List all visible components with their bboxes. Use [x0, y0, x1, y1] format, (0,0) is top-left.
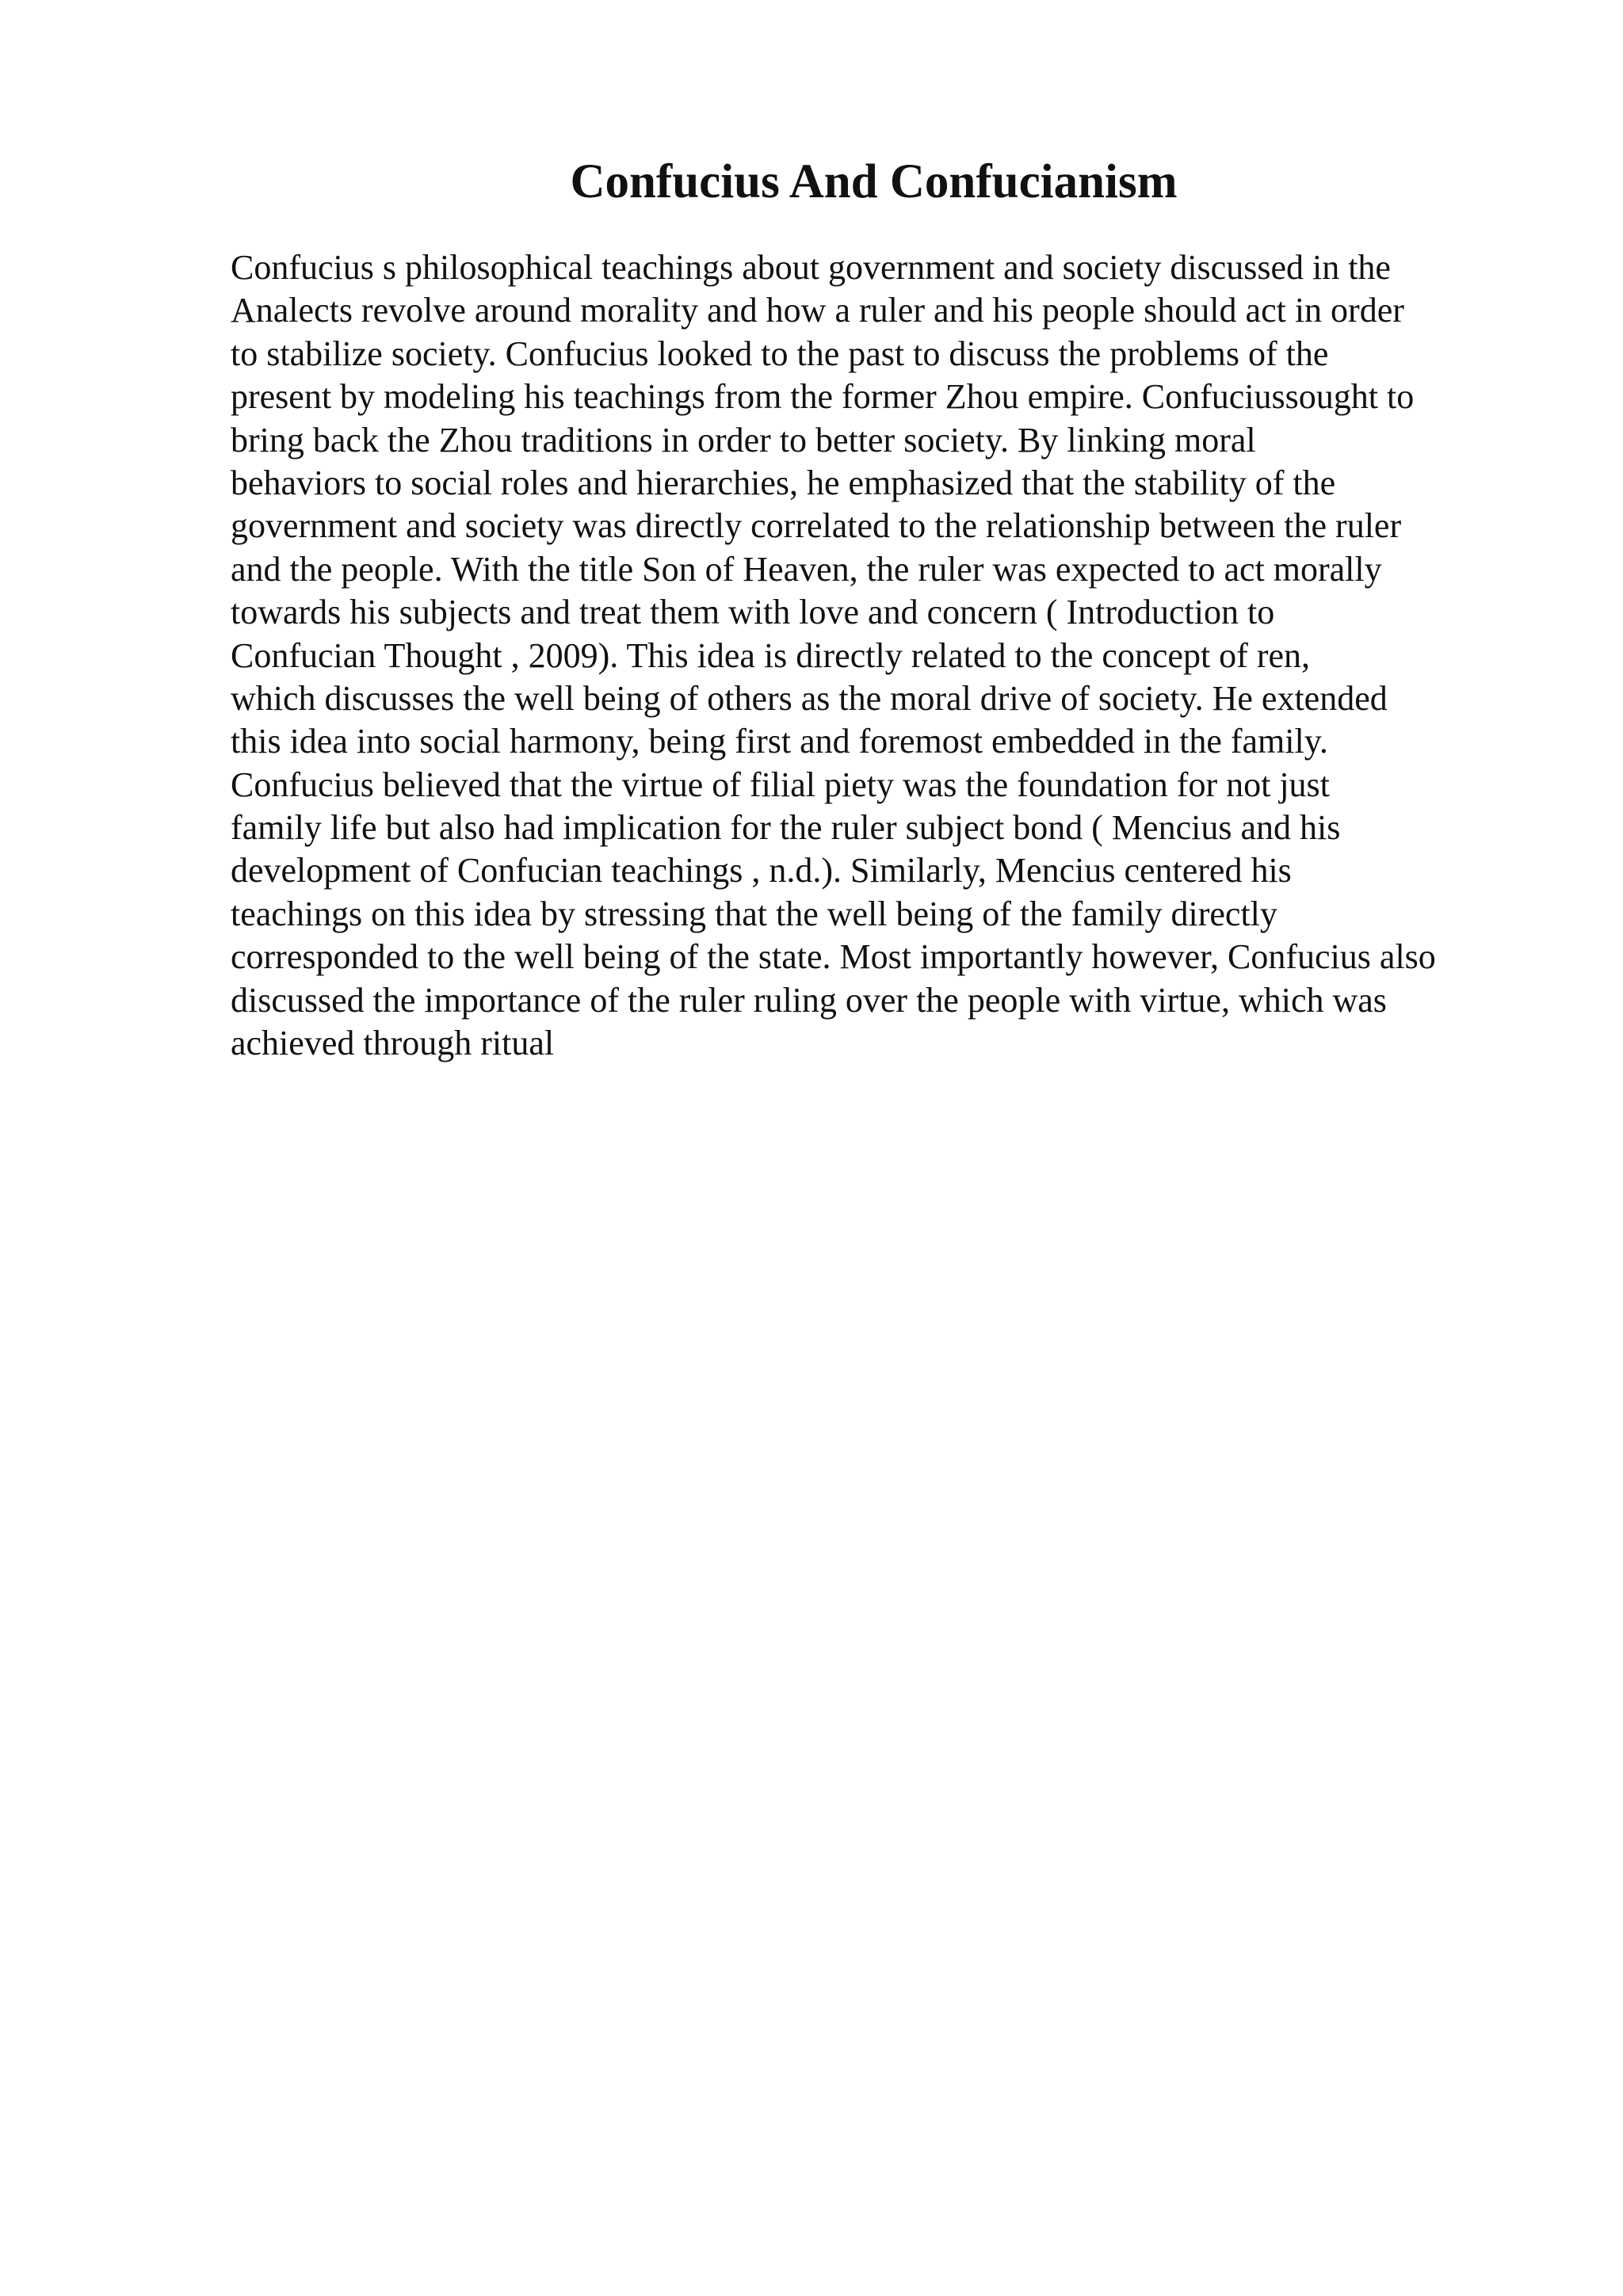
body-line: family life but also had implication for the ruler subject bond ( Mencius and his	[231, 808, 1341, 848]
body-line: which discusses the well being of others as the moral drive of society. He extended	[231, 678, 1388, 718]
body-line: towards his subjects and treat them with love and concern ( Introduction to	[231, 593, 1275, 632]
body-line: behaviors to social roles and hierarchies, he emphasized that the stability of the	[231, 463, 1336, 502]
body-line: teachings on this idea by stressing that the well being of the family directly	[231, 894, 1277, 933]
body-line: government and society was directly correlated to the relationship between the ruler	[231, 506, 1402, 546]
body-line: corresponded to the well being of the state. Most importantly however, Confucius also	[231, 937, 1436, 977]
body-line: bring back the Zhou traditions in order to better society. By linking moral	[231, 420, 1256, 460]
body-line: development of Confucian teachings , n.d.). Similarly, Mencius centered his	[231, 851, 1292, 891]
body-line: Confucian Thought , 2009). This idea is directly related to the concept of ren,	[231, 635, 1311, 675]
body-line: to stabilize society. Confucius looked to the past to discuss the problems of the	[231, 334, 1329, 373]
body-line: Confucius believed that the virtue of filial piety was the foundation for not just	[231, 765, 1330, 804]
body-line: Confucius s philosophical teachings about government and society discussed in the	[231, 248, 1391, 287]
body-line: and the people. With the title Son of Heaven, the ruler was expected to act morally	[231, 549, 1382, 589]
body-line: Analects revolve around morality and how a ruler and his people should act in order	[231, 291, 1404, 330]
body-line: this idea into social harmony, being first and foremost embedded in the family.	[231, 722, 1328, 761]
body-line: discussed the importance of the ruler ruling over the people with virtue, which was	[231, 980, 1387, 1020]
body-line: achieved through ritual	[231, 1024, 555, 1063]
body-paragraph	[231, 246, 1594, 1065]
body-line: present by modeling his teachings from the former Zhou empire. Confuciussought to	[231, 377, 1415, 417]
document-title: Confucius And Confucianism	[570, 155, 1178, 208]
